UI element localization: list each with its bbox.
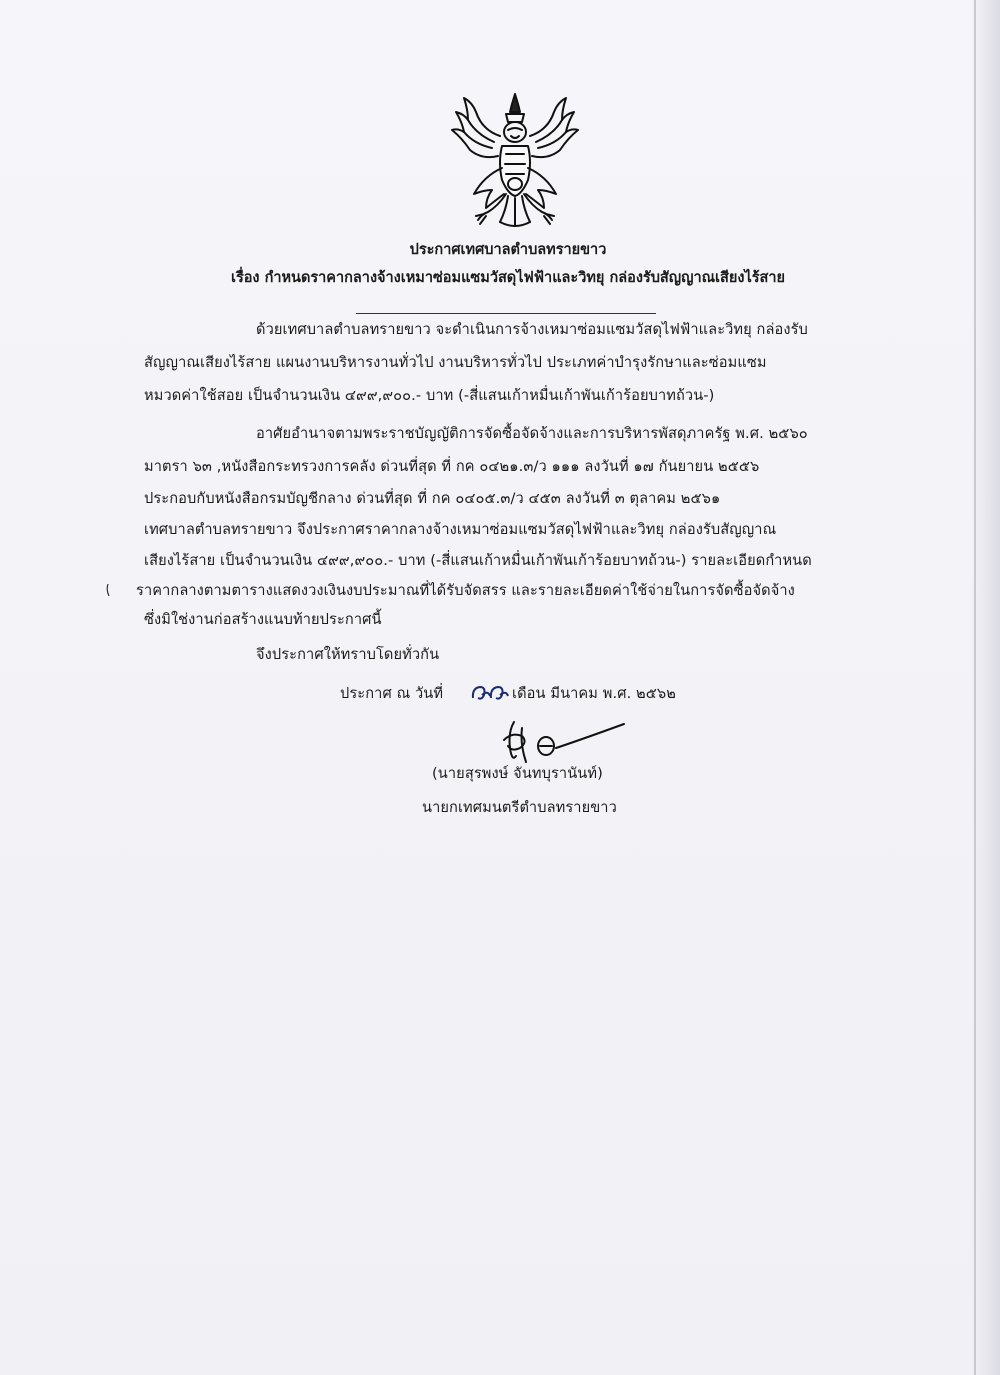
date-prefix: ประกาศ ณ วันที่ [340, 685, 444, 702]
paragraph2-line: อาศัยอำนาจตามพระราชบัญญัติการจัดซื้อจัดจ้างและการบริหารพัสดุภาครัฐ พ.ศ. ๒๕๖๐ [256, 425, 808, 442]
margin-mark [104, 584, 112, 596]
paragraph2-line: ซึ่งมิใช่งานก่อสร้างแนบท้ายประกาศนี้ [144, 611, 382, 628]
paragraph2-line: มาตรา ๖๓ ,หนังสือกระทรวงการคลัง ด่วนที่สุด ที่ กค ๐๔๒๑.๓/ว ๑๑๑ ลงวันที่ ๑๗ กันยายน ๒๕๕๖ [144, 458, 760, 475]
paragraph1-line: สัญญาณเสียงไร้สาย แผนงานบริหารงานทั่วไป งานบริหารทั่วไป ประเภทค่าบำรุงรักษาและซ่อมแซม [144, 354, 767, 371]
paragraph2-line: เทศบาลตำบลทรายขาว จึงประกาศราคากลางจ้างเหมาซ่อมแซมวัสดุไฟฟ้าและวิทยุ กล่องรับสัญญาณ [144, 521, 777, 538]
page-edge-line [974, 0, 976, 1375]
signature [500, 718, 630, 768]
announcement-subject: เรื่อง กำหนดราคากลางจ้างเหมาซ่อมแซมวัสดุไฟฟ้าและวิทยุ กล่องรับสัญญาณเสียงไร้สาย [230, 270, 786, 286]
announcement-title: ประกาศเทศบาลตำบลทรายขาว [409, 242, 607, 258]
paragraph2-line: ประกอบกับหนังสือกรมบัญชีกลาง ด่วนที่สุด ที่ กค ๐๔๐๕.๓/ว ๔๕๓ ลงวันที่ ๓ ตุลาคม ๒๕๖๑ [144, 490, 721, 507]
closing-line: จึงประกาศให้ทราบโดยทั่วกัน [256, 646, 440, 663]
handwritten-day [470, 678, 510, 706]
paragraph1-line: ด้วยเทศบาลตำบลทรายขาว จะดำเนินการจ้างเหมาซ่อมแซมวัสดุไฟฟ้าและวิทยุ กล่องรับ [256, 321, 808, 338]
signatory-name: (นายสุรพงษ์ จันทบุรานันท์) [432, 765, 603, 782]
signatory-position: นายกเทศมนตรีตำบลทรายขาว [422, 799, 617, 816]
paragraph1-line: หมวดค่าใช้สอย เป็นจำนวนเงิน ๔๙๙,๙๐๐.- บาท (-สี่แสนเก้าหมื่นเก้าพันเก้าร้อยบาทถ้วน-) [144, 387, 715, 404]
date-suffix: เดือน มีนาคม พ.ศ. ๒๕๖๒ [512, 685, 677, 702]
paragraph2-line: ราคากลางตามตารางแสดงวงเงินงบประมาณที่ได้รับจัดสรร และรายละเอียดค่าใช้จ่ายในการจัดซื้อจัดจ้าง [136, 582, 795, 599]
garuda-emblem [448, 90, 582, 230]
paragraph2-line: เสียงไร้สาย เป็นจำนวนเงิน ๔๙๙,๙๐๐.- บาท (-สี่แสนเก้าหมื่นเก้าพันเก้าร้อยบาทถ้วน-) รายละเอียดกำหนด [144, 552, 812, 569]
title-underline [356, 313, 656, 314]
